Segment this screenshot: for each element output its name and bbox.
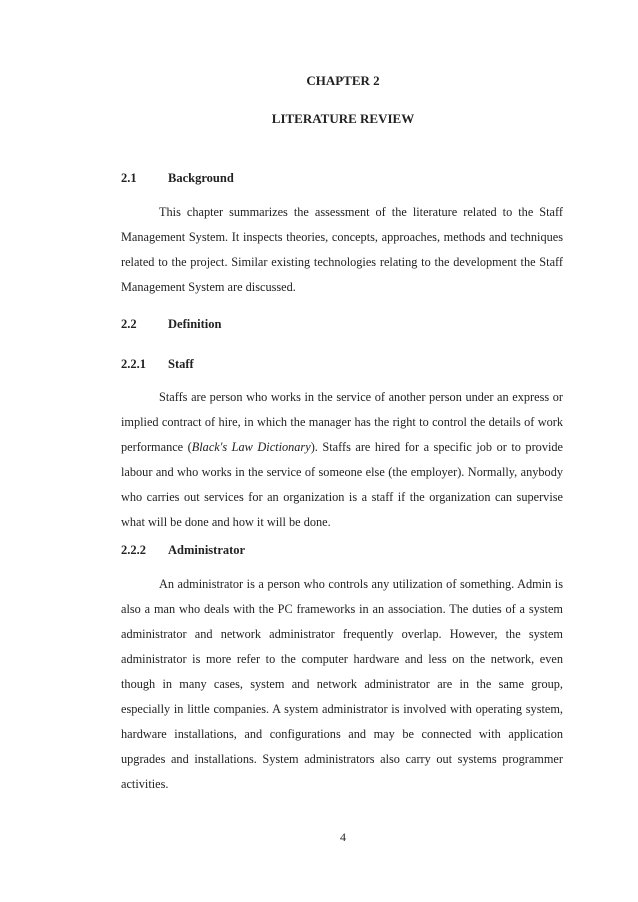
page-number: 4 [340,830,346,844]
subsection-title: Staff [168,357,194,371]
chapter-number: CHAPTER 2 [306,73,380,88]
subsection-title: Administrator [168,543,246,557]
subsection-heading-administrator [121,543,245,558]
chapter-title: LITERATURE REVIEW [271,111,415,126]
background-paragraph [121,200,563,300]
staff-text-after: ). Staffs are hired for a specific job or to provide labour and who works in the service of someone else (the employer). Normally, anybody who carries out services for an organization is a staff if the organization can supervise what will be done and how it will be done. [121,440,563,529]
staff-paragraph [121,385,563,535]
subsection-number: 2.2.1 [121,357,146,371]
background-text: This chapter summarizes the assessment of the literature related to the Staff Management System. It inspects theories, concepts, approaches, methods and techniques related to the project. Similar existing technologies relating to the development the Staff Management System are discussed. [121,205,563,294]
administrator-paragraph [121,572,563,797]
subsection-number: 2.2.2 [121,543,146,557]
section-title: Definition [168,317,222,331]
administrator-text: An administrator is a person who controls any utilization of something. Admin is also a man who deals with the PC frameworks in an association. The duties of a system administrator and network administrator frequently overlap. However, the system administrator is more refer to the computer hardware and less on the network, even though in many cases, system and network administrator are in the same group, especially in little companies. A system administrator is involved with operating system, hardware installations, and configurations and may be connected with application upgrades and installations. System administrators also carry out systems programmer activities. [121,577,563,791]
staff-citation: Black's Law Dictionary [191,440,311,454]
subsection-heading-staff [121,357,194,372]
section-title: Background [168,171,234,185]
staff-text-before: Staffs are person who works in the service of another person under an express or implied contract of hire, in which the manager has the right to control the details of work performance ( [121,390,563,454]
section-heading-definition [121,317,221,332]
section-heading-background [121,171,234,186]
section-number: 2.2 [121,317,137,331]
section-number: 2.1 [121,171,137,185]
